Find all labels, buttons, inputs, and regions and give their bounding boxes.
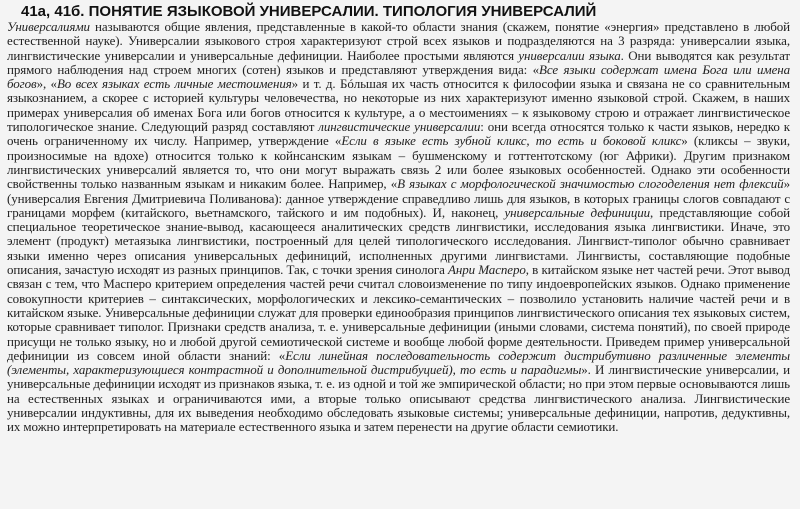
- text-run: » (универсалия Евгения Дмитриевича Поливанова): данное утверждение справедливо лишь для языков, в которых границы слогов совпадают с границами морфем (китайского, вьетнамского, тайского и им подобных). И, наконец,: [7, 176, 790, 220]
- text-run: », «: [36, 76, 57, 92]
- italic-term: Во всех языках есть личные местоимения: [56, 76, 292, 92]
- text-run: называются общие явления, представленные в какой-то области знания (скажем, понятие «энергия» представлено в любой естественной науке). Универсалии языкового строя характеризуют строй всех языков и подразделяются на 3 разряда: универсалии языка, лингвистические универсалии и универсальные дефиниции. Наиболее простыми являются: [7, 19, 790, 63]
- text-run: » и т. д. Бóльшая их часть относится к философии языка и связана не со сравнительным языкознанием, а скорее с историей культуры человечества, но некоторые из них характеризуют именно языковой строй. Скажем, в наших примерах универсалия об именах Бога или богов относится к культуре, а о местоимениях – к языковому строю и отражает лингвистическое типологическое знание. Следующий разряд составляют: [7, 76, 790, 135]
- italic-term: Универсалиями: [7, 19, 90, 34]
- italic-term: универсалии языка: [518, 47, 621, 63]
- italic-term: лингвистические универсалии: [318, 119, 481, 135]
- italic-term: Если в языке есть зубной кликс, то есть и боковой кликс: [341, 133, 682, 149]
- text-run: » (кликсы – звуки, произносимые на вдохе) относится только к койнсанским языкам – бушменскому и готтентотскому (юг Африки). Другим признаком лингвистических универсалий является то, что они могут выражать связь 2 или более языковых особенностей. Однако эти особенности свойственны только названным языкам и никаким более. Например, «: [7, 133, 790, 192]
- italic-term: В языках с морфологической значимостью слогоделения нет флексий: [397, 176, 784, 192]
- document-title: 41а, 41б. ПОНЯТИЕ ЯЗЫКОВОЙ УНИВЕРСАЛИИ. ТИПОЛОГИЯ УНИВЕРСАЛИЙ: [21, 3, 597, 20]
- text-run: : они всегда относятся только к части языков, нередко к очень ограниченному их числу. Например, утверждение «: [7, 119, 790, 149]
- italic-term: Все языки содержат имена Бога или имена богов: [7, 61, 790, 92]
- text-run: ». И лингвистические универсалии, и универсальные дефиниции исходят из признаков языка, т. е. из одной и той же эмпирической области; но при этом первые основываются лишь на естественных языках и ограничиваются ими, а вторые только описывают средства лингвистического анализа. Лингвистические универсалии индуктивны, для их выведения необходимо обследовать языковые системы; универсальные дефиниции, напротив, дедуктивны, их можно интерпретировать на материале естественного языка и затем перенести на другие области семиотики.: [7, 362, 790, 435]
- italic-term: Если линейная последовательность содержит дистрибутивно различенные элементы (элементы, характеризующиеся контрастной и дополнительной дистрибуцией), то есть и парадигмы: [7, 347, 790, 378]
- italic-term: универсальные дефиниции: [504, 204, 651, 220]
- text-run: . Они выводятся как результат прямого наблюдения над строем многих (сотен) языков и представляют утверждения вида: «: [7, 47, 790, 77]
- italic-term: Анри Масперо: [448, 262, 526, 278]
- text-run: , представляющие собой специальное теоретическое знание-вывод, касающееся аналитических средств лингвистики, исследования языка лингвистики. Иначе, это элемент (продукт) метаязыка лингвистики, построенный для целей типологического исследования. Лингвист-типолог обычно сравнивает языки именно через описания универсальных дефиниций, исполненных другими лингвистами. Лингвисты, составляющие подобные описания, зачастую исходят из разных принципов. Так, с точки зрения синолога: [7, 204, 790, 278]
- text-run: , в китайском языке нет частей речи. Этот вывод связан с тем, что Масперо критерием определения частей речи считал словоизменение по типу индоевропейских языков. Однако применение совокупности критериев – синтаксических, морфологических и лексико-семантических – позволило установить наличие частей речи и в китайском языке. Универсальные дефиниции служат для проверки единообразия принципов лингвистического описания тех языковых систем, которые сравнивает типолог. Признаки средств анализа, т. е. универсальные дефиниции (иными словами, система понятий), по своей природе присущи не только языку, но и любой другой семиотической системе и вообще любой форме деятельности. Приведем пример универсальной дефиниции из совсем иной области знаний: «: [7, 262, 790, 363]
- body-paragraph: [7, 20, 790, 435]
